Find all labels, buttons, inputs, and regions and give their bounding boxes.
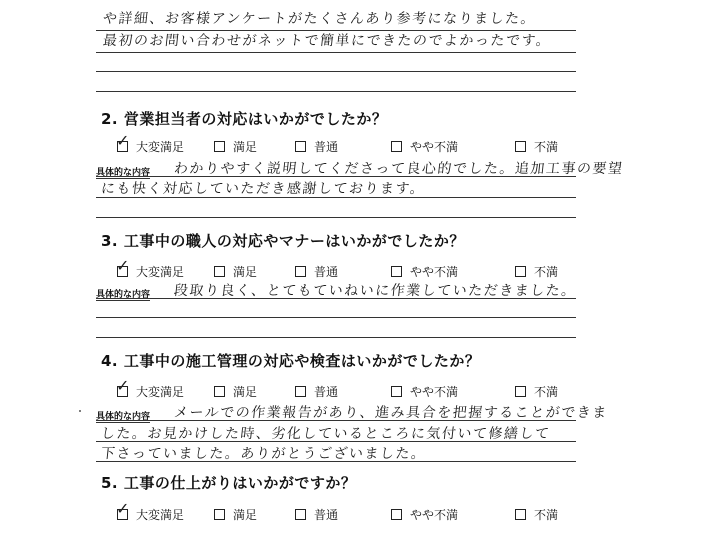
option-very-satisfied[interactable] (116, 256, 185, 280)
checkbox[interactable] (214, 509, 225, 520)
option-label: 満足 (233, 508, 258, 522)
option-label: 不満 (534, 140, 559, 154)
option-dissatisfied[interactable] (515, 506, 558, 523)
handwritten-answer-line: わかりやすく説明してくださって良心的でした。追加工事の要望 (173, 161, 625, 177)
checkbox[interactable] (214, 266, 225, 277)
question-title: 2. 営業担当者の対応はいかがでしたか？ (101, 110, 388, 128)
option-label: 大変満足 (136, 508, 185, 522)
option-label: 不満 (534, 385, 559, 399)
option-label: 普通 (314, 385, 339, 399)
option-satisfied[interactable] (214, 383, 257, 400)
checkbox[interactable] (295, 509, 306, 520)
handwritten-answer-line: にも快く対応していただき感謝しております。 (100, 181, 427, 197)
detail-label: 具体的な内容 (96, 287, 150, 301)
handwritten-answer-line: 最初のお問い合わせがネットで簡単にできたのでよかったです。 (102, 33, 553, 49)
option-label: 不満 (534, 508, 559, 522)
option-somewhat-dissatisfied[interactable] (391, 383, 458, 400)
answer-line (96, 420, 576, 421)
checkbox[interactable] (116, 499, 130, 520)
option-satisfied[interactable] (214, 138, 257, 155)
option-label: 満足 (233, 385, 258, 399)
checkbox[interactable] (391, 266, 402, 277)
answer-line (96, 337, 576, 338)
option-label: 大変満足 (136, 385, 185, 399)
checkbox[interactable] (391, 386, 402, 397)
check-mark-icon: ✓ (116, 376, 130, 395)
option-somewhat-dissatisfied[interactable] (391, 138, 458, 155)
option-label: 満足 (233, 140, 258, 154)
checkbox[interactable] (116, 376, 130, 397)
option-neutral[interactable] (295, 263, 338, 280)
checkbox[interactable] (295, 266, 306, 277)
checkbox[interactable] (295, 386, 306, 397)
option-somewhat-dissatisfied[interactable] (391, 506, 458, 523)
answer-line (96, 197, 576, 198)
handwritten-answer-line: メールでの作業報告があり、進み具合を把握することができま (173, 405, 609, 421)
option-label: 満足 (233, 265, 258, 279)
checkbox[interactable] (515, 266, 526, 277)
option-neutral[interactable] (295, 383, 338, 400)
checkbox[interactable] (295, 141, 306, 152)
check-mark-icon: ✓ (116, 499, 130, 518)
option-label: やや不満 (410, 508, 459, 522)
option-label: 大変満足 (136, 140, 185, 154)
answer-line (96, 298, 576, 299)
checkbox[interactable] (116, 131, 130, 152)
option-label: 不満 (534, 265, 559, 279)
option-label: やや不満 (410, 265, 459, 279)
handwritten-answer-line: や詳細、お客様アンケートがたくさんあり参考になりました。 (102, 11, 537, 27)
handwritten-answer-line: した。お見かけした時、劣化しているところに気付いて修繕して (100, 426, 552, 442)
answer-line (96, 91, 576, 92)
question-title: 3. 工事中の職人の対応やマナーはいかがでしたか？ (101, 232, 465, 250)
checkbox[interactable] (214, 141, 225, 152)
option-neutral[interactable] (295, 138, 338, 155)
option-somewhat-dissatisfied[interactable] (391, 263, 458, 280)
checkbox[interactable] (515, 386, 526, 397)
checkbox[interactable] (391, 141, 402, 152)
checkbox[interactable] (214, 386, 225, 397)
checkbox[interactable] (515, 509, 526, 520)
checkbox[interactable] (116, 256, 130, 277)
option-dissatisfied[interactable] (515, 383, 558, 400)
checkbox[interactable] (515, 141, 526, 152)
option-satisfied[interactable] (214, 506, 257, 523)
option-very-satisfied[interactable] (116, 376, 185, 400)
answer-line (96, 441, 576, 442)
option-label: やや不満 (410, 140, 459, 154)
answer-line (96, 71, 576, 72)
answer-line (96, 217, 576, 218)
stray-mark (79, 410, 81, 412)
check-mark-icon: ✓ (116, 256, 130, 275)
check-mark-icon: ✓ (116, 131, 130, 150)
answer-line (96, 176, 576, 177)
option-neutral[interactable] (295, 506, 338, 523)
detail-label: 具体的な内容 (96, 409, 150, 423)
option-very-satisfied[interactable] (116, 499, 185, 523)
answer-line (96, 317, 576, 318)
option-dissatisfied[interactable] (515, 138, 558, 155)
handwritten-answer-line: 下さっていました。ありがとうございました。 (100, 446, 428, 462)
option-very-satisfied[interactable] (116, 131, 185, 155)
handwritten-answer-line: 段取り良く、とてもていねいに作業していただきました。 (173, 283, 578, 299)
option-label: 大変満足 (136, 265, 185, 279)
option-label: 普通 (314, 508, 339, 522)
question-title: 4. 工事中の施工管理の対応や検査はいかがでしたか？ (101, 352, 481, 370)
question-title: 5. 工事の仕上がりはいかがですか？ (101, 474, 357, 492)
answer-line (96, 461, 576, 462)
option-label: 普通 (314, 265, 339, 279)
option-label: やや不満 (410, 385, 459, 399)
option-label: 普通 (314, 140, 339, 154)
option-satisfied[interactable] (214, 263, 257, 280)
answer-line (96, 52, 576, 53)
option-dissatisfied[interactable] (515, 263, 558, 280)
checkbox[interactable] (391, 509, 402, 520)
detail-label: 具体的な内容 (96, 165, 150, 179)
